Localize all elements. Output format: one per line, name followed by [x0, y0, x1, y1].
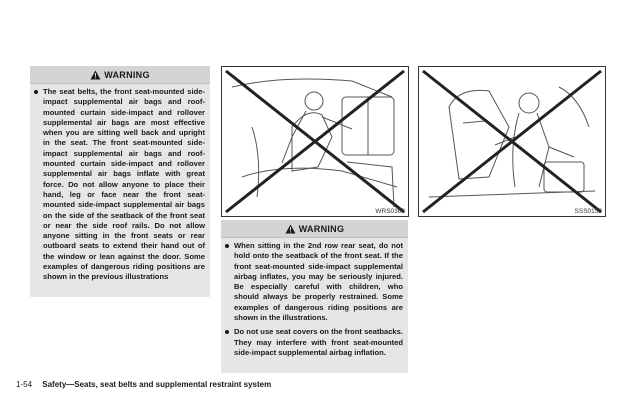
page-footer [16, 380, 271, 389]
section-title: Safety—Seats, seat belts and supplemental restraint system [42, 380, 272, 389]
warning-item: The seat belts, the front seat-mounted side-impact supplemental air bags and roof-mounted curtain side-impact and rollover supplemental air bags are most effective when you are sitting well back and upright in the seat. The front seat-mounted side-impact supplemental air bags and roof-mounted curtain side-impact and rollover supplemental air bags inflate with great force. Do not allow anyone to place their hand, leg or face near the front seat-mounted side-impact supplemental air bags on the side of the seatback of the front seat or near the side roof rails. Do not allow anyone sitting in the front seats or rear outboard seats to extend their hand out of the window or lean against the door. Some examples of dangerous riding positions are shown in the previous illustrations [34, 87, 205, 283]
warning-list [30, 84, 210, 287]
warning-box-left [30, 66, 210, 297]
crossed-out-illustration-icon [419, 67, 605, 216]
figure-code: SSS0159 [574, 208, 602, 215]
warning-list [221, 238, 408, 362]
warning-header [221, 220, 408, 238]
figure-right [418, 66, 606, 217]
figure-code: WRS0363 [375, 208, 405, 215]
warning-triangle-icon [90, 70, 101, 80]
crossed-out-illustration-icon [222, 67, 408, 216]
warning-header [30, 66, 210, 84]
warning-item: Do not use seat covers on the front seatbacks. They may interfere with front seat-mounted side-impact supplemental airbag inflation. [225, 327, 403, 358]
warning-title: WARNING [104, 69, 150, 80]
warning-item: When sitting in the 2nd row rear seat, do not hold onto the seatback of the front seat. If the front seat-mounted side-impact supplemental airbag inflates, you may be seriously injured. Be especially careful with children, who should always be properly restrained. Some examples of dangerous riding positions are shown in the illustrations. [225, 241, 403, 323]
page-number: 1-54 [16, 380, 33, 389]
warning-box-right [221, 220, 408, 373]
figure-left [221, 66, 409, 217]
warning-triangle-icon [285, 224, 296, 234]
warning-title: WARNING [298, 223, 345, 234]
